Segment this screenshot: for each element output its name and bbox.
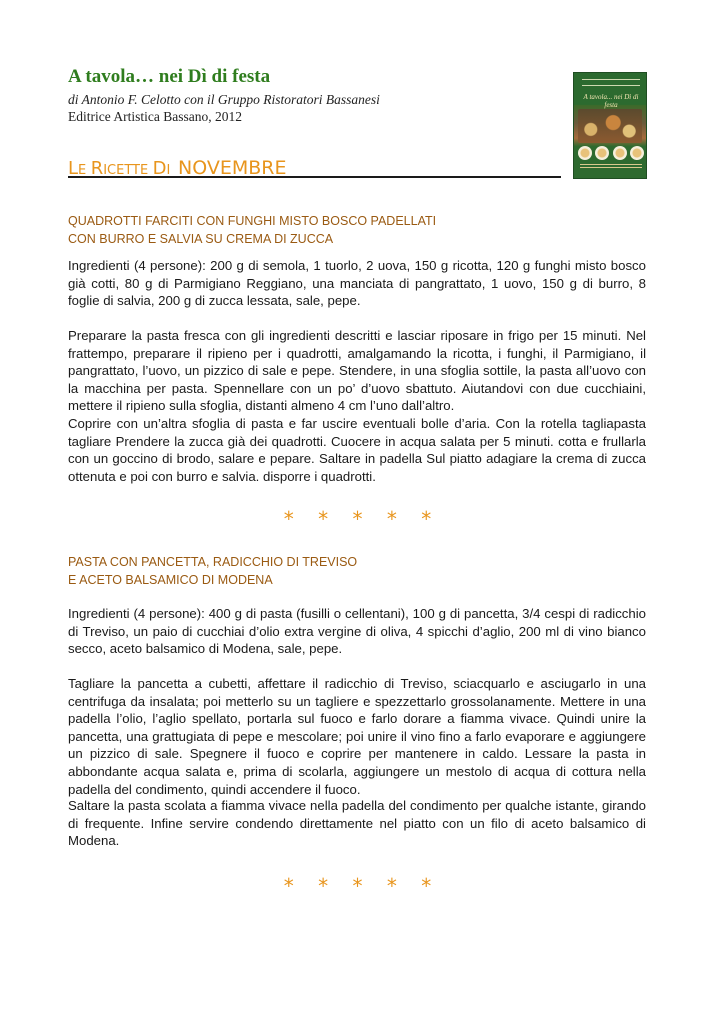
recipe-title — [68, 212, 436, 248]
cover-plate — [578, 146, 592, 160]
recipe-steps: Saltare la pasta scolata a fiamma vivace nella padella del condimento per qualche istante, girando di frequente. Infine servire condendo direttamente nel piatto con un filo di aceto balsamico di Modena. — [68, 798, 646, 849]
book-byline: di Antonio F. Celotto con il Gruppo Ristoratori Bassanesi — [68, 92, 380, 107]
section-heading-initial: D — [152, 158, 167, 179]
cover-plate — [595, 146, 609, 160]
recipe-ingredients: Ingredienti (4 persone): 400 g di pasta (fusilli o cellentani), 100 g di pancetta, 3/4 cespi di radicchio di Treviso, un paio di cucchiai d’olio extra vergine di oliva, 4 spicchi d’aglio, 200 ml di vino bianco secco, aceto balsamico di Modena, sale, pepe. — [68, 606, 646, 657]
section-heading-month: NOVEMBRE — [178, 157, 287, 179]
recipe-separator: * * * * * — [283, 507, 441, 531]
recipe-separator: * * * * * — [283, 874, 441, 898]
recipe-title-line: CON BURRO E SALVIA SU CREMA DI ZUCCA — [68, 232, 334, 246]
recipe-title-line: PASTA CON PANCETTA, RADICCHIO DI TREVISO — [68, 555, 358, 569]
heading-divider — [68, 176, 561, 178]
recipe-steps: Preparare la pasta fresca con gli ingredienti descritti e lasciar riposare in frigo per 15 minuti. Nel frattempo, preparare il ripieno per i quadrotti, amalgamando la ricotta, i funghi, il Parmigiano, il pangrattato, l’uovo, un pizzico di sale e pepe. Stendere, in una sfoglia sottile, la pasta all’uovo con la macchina per pasta. Spennellare con un po’ d’uovo sbattuto. Aiutandovi con due cucchiaini, mettere il ripieno sulla sfoglia, distanti almeno 4 cm l’uno dall’altro. — [68, 328, 646, 414]
recipe-ingredients: Ingredienti (4 persone): 200 g di semola, 1 tuorlo, 2 uova, 150 g ricotta, 120 g funghi misto bosco già cotti, 80 g di Parmigiano Reggiano, una manciata di pangrattato, 1 uovo, 150 g di burro, 8 foglie di salvia, 200 g di zucca lessata, sale, pepe. — [68, 258, 646, 309]
cover-decoration — [582, 79, 640, 86]
recipe-steps: Tagliare la pancetta a cubetti, affettare il radicchio di Treviso, sciacquarlo e asciugarlo in una centrifuga da insalata; poi metterlo su un tagliere e spezzettarlo grossolanamente. Mettere in una padella l’olio, l’aglio spellato, portarla sul fuoco e farlo dorare a fiamma vivace. Quindi unire la pancetta, una grattugiata di pepe e mescolare; poi unire il vino fino a farlo evaporare e aggiungere un pizzico di sale. Spegnere il fuoco e coprire per mantenere in caldo. Lessare la pasta in abbondante acqua salata e, prima di scolarla, aggiungere un mestolo di acqua di cottura nella padella del condimento, quindi accendere il fuoco. — [68, 676, 646, 797]
cover-decoration — [580, 164, 642, 168]
cover-plates — [578, 146, 644, 160]
recipe-title-line: QUADROTTI FARCITI CON FUNGHI MISTO BOSCO PADELLATI — [68, 214, 437, 228]
book-publisher: Editrice Artistica Bassano, 2012 — [68, 109, 242, 124]
section-heading-rest: ICETTE — [103, 163, 149, 178]
book-title: A tavola… nei Dì di festa — [68, 66, 271, 87]
recipe-steps: Coprire con un’altra sfoglia di pasta e far uscire eventuali bolle d’aria. Con la rotella tagliapasta tagliare Prendere la zucca già dei quadrotti. Cuocere in acqua salata per 5 minuti. cotta e frullarla con un goccino di brodo, salare e pepare. Saltare in padella Sul piatto adagiare la crema di zucca ottenuta e poi con burro e salvia. disporre i quadrotti. — [68, 416, 646, 484]
cover-title: A tavola... nei Dì di festa — [583, 93, 639, 109]
cover-plate — [630, 146, 644, 160]
cover-plate — [613, 146, 627, 160]
recipe-title-line: E ACETO BALSAMICO DI MODENA — [68, 573, 273, 587]
book-cover-image — [573, 72, 647, 179]
section-heading-initial: R — [90, 158, 104, 179]
section-heading-initial: L — [68, 158, 79, 179]
section-heading-rest: I — [166, 163, 171, 178]
section-heading-rest: E — [78, 163, 87, 178]
recipe-title — [68, 553, 357, 589]
cover-illustration — [578, 109, 642, 143]
